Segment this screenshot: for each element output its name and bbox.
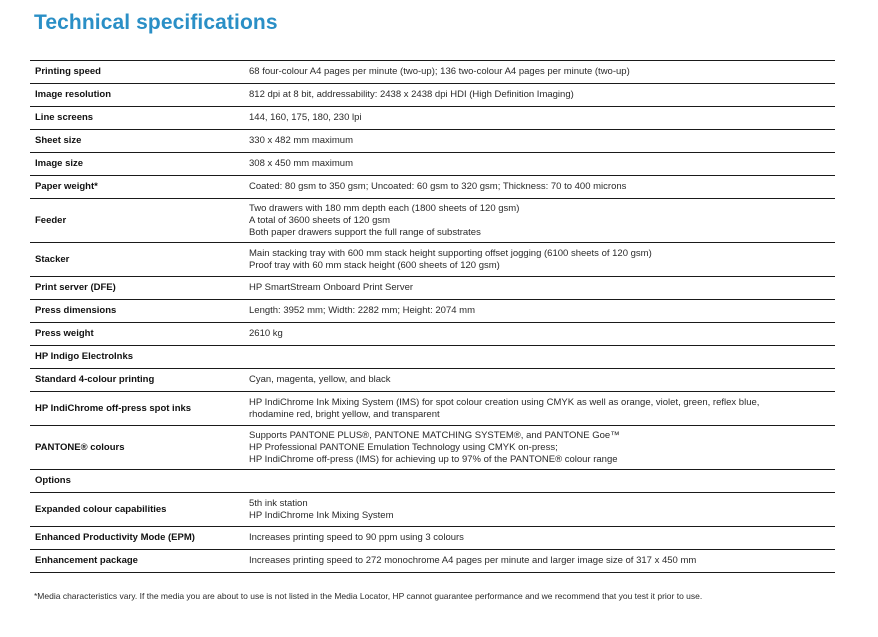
spec-value (249, 277, 835, 300)
spec-value-line: rhodamine red, bright yellow, and transparent (249, 408, 440, 420)
table-row (30, 61, 835, 84)
spec-label: Feeder (30, 199, 249, 243)
table-row (30, 153, 835, 176)
spec-value (249, 527, 835, 550)
spec-value (249, 176, 835, 199)
spec-value (249, 392, 835, 426)
spec-value-line: HP SmartStream Onboard Print Server (249, 282, 414, 293)
spec-value (249, 300, 835, 323)
table-row (30, 277, 835, 300)
spec-value (249, 84, 835, 107)
spec-value-line: 812 dpi at 8 bit, addressability: 2438 x 2438 dpi HDI (High Definition Imaging) (249, 89, 574, 100)
spec-value-line: 330 x 482 mm maximum (249, 135, 354, 146)
spec-value (249, 426, 835, 470)
spec-label: Enhancement package (30, 550, 249, 573)
spec-value-line: 2610 kg (249, 328, 283, 339)
table-row (30, 493, 835, 527)
spec-label: Expanded colour capabilities (30, 493, 249, 527)
table-row (30, 243, 835, 277)
table-row (30, 176, 835, 199)
spec-label: Image resolution (30, 84, 249, 107)
spec-value-line: 144, 160, 175, 180, 230 lpi (249, 112, 362, 123)
spec-value (249, 346, 835, 369)
spec-value (249, 61, 835, 84)
spec-value-line: Coated: 80 gsm to 350 gsm; Uncoated: 60 gsm to 320 gsm; Thickness: 70 to 400 microns (249, 181, 627, 192)
spec-value-line: Main stacking tray with 600 mm stack height supporting offset jogging (6100 sheets of 120 gsm) (249, 247, 652, 259)
spec-value (249, 493, 835, 527)
spec-label: Printing speed (30, 61, 249, 84)
table-row (30, 323, 835, 346)
spec-label: Line screens (30, 107, 249, 130)
spec-label: Standard 4-colour printing (30, 369, 249, 392)
spec-value-line: 308 x 450 mm maximum (249, 158, 354, 169)
spec-value-line: Both paper drawers support the full range of substrates (249, 226, 481, 238)
footnote: *Media characteristics vary. If the media you are about to use is not listed in the Media Locator, HP cannot guarantee performance and we recommend that you test it prior to use. (34, 591, 703, 601)
spec-label: Press weight (30, 323, 249, 346)
spec-label: Options (30, 470, 249, 493)
spec-value (249, 470, 835, 493)
spec-value-line: Two drawers with 180 mm depth each (1800 sheets of 120 gsm) (249, 202, 520, 214)
spec-label: Stacker (30, 243, 249, 277)
spec-value-line: Length: 3952 mm; Width: 2282 mm; Height: 2074 mm (249, 305, 475, 316)
spec-value-line: Increases printing speed to 90 ppm using 3 colours (249, 532, 464, 543)
spec-value-line: HP Professional PANTONE Emulation Technology using CMYK on-press; (249, 441, 558, 453)
spec-value (249, 323, 835, 346)
table-row (30, 130, 835, 153)
spec-value (249, 243, 835, 277)
spec-label: Sheet size (30, 130, 249, 153)
spec-label: PANTONE® colours (30, 426, 249, 470)
spec-value (249, 153, 835, 176)
table-row (30, 550, 835, 573)
spec-label: Image size (30, 153, 249, 176)
spec-value-line: Cyan, magenta, yellow, and black (249, 374, 391, 385)
spec-label: Press dimensions (30, 300, 249, 323)
spec-value-line: HP IndiChrome off-press (IMS) for achieving up to 97% of the PANTONE® colour range (249, 453, 618, 465)
spec-label: Enhanced Productivity Mode (EPM) (30, 527, 249, 550)
table-row (30, 346, 835, 369)
specifications-table (30, 60, 835, 573)
spec-value-line: 5th ink station (249, 497, 308, 509)
spec-value-line: Increases printing speed to 272 monochrome A4 pages per minute and larger image size of 317 x 450 mm (249, 555, 697, 566)
spec-value (249, 369, 835, 392)
spec-value-line: A total of 3600 sheets of 120 gsm (249, 214, 391, 226)
spec-value-line: HP IndiChrome Ink Mixing System (249, 509, 394, 521)
table-row (30, 426, 835, 470)
spec-value (249, 199, 835, 243)
table-row (30, 199, 835, 243)
spec-value-line: HP IndiChrome Ink Mixing System (IMS) for spot colour creation using CMYK as well as orange, violet, green, reflex blue, (249, 396, 760, 408)
spec-value (249, 550, 835, 573)
spec-label: Paper weight* (30, 176, 249, 199)
spec-value (249, 130, 835, 153)
table-row (30, 527, 835, 550)
spec-value-line: Proof tray with 60 mm stack height (600 sheets of 120 gsm) (249, 259, 500, 271)
spec-value-line: 68 four-colour A4 pages per minute (two-up); 136 two-colour A4 pages per minute (two-up) (249, 66, 630, 77)
table-row (30, 392, 835, 426)
spec-value-line: Supports PANTONE PLUS®, PANTONE MATCHING SYSTEM®, and PANTONE Goe™ (249, 429, 620, 441)
table-row (30, 470, 835, 493)
page-title: Technical specifications (34, 11, 278, 34)
table-row (30, 300, 835, 323)
spec-value (249, 107, 835, 130)
spec-label: Print server (DFE) (30, 277, 249, 300)
spec-label: HP Indigo ElectroInks (30, 346, 249, 369)
table-row (30, 369, 835, 392)
table-row (30, 107, 835, 130)
spec-label: HP IndiChrome off-press spot inks (30, 392, 249, 426)
table-row (30, 84, 835, 107)
